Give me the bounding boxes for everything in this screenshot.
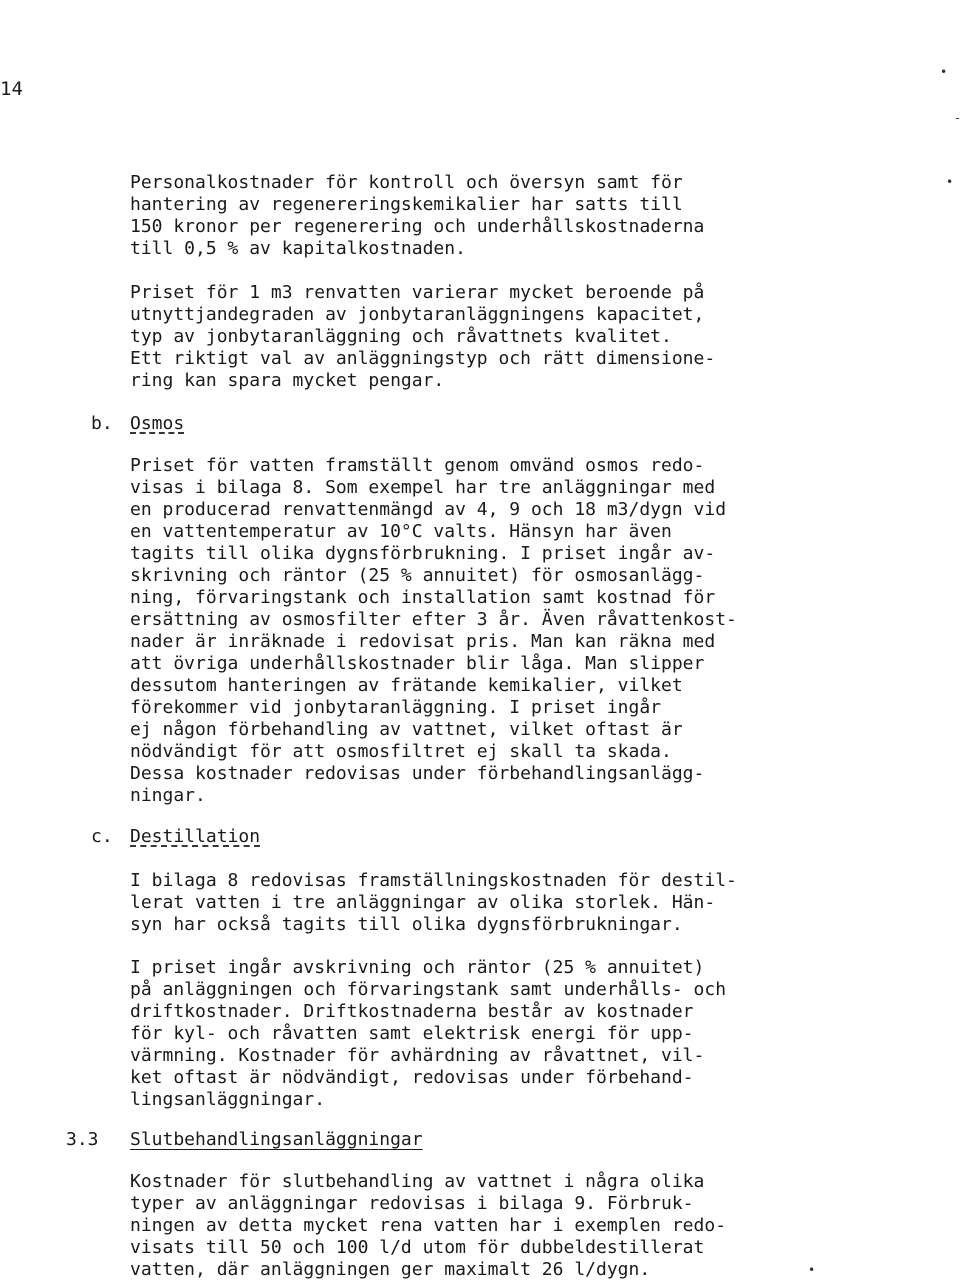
section-title-slutbehandling: Slutbehandlingsanläggningar — [130, 1129, 423, 1150]
stray-dot-top: • — [940, 65, 948, 79]
section-number-3-3: 3.3 — [66, 1129, 99, 1150]
paragraph-destillation-costs: I priset ingår avskrivning och räntor (25 % annuitet) på anläggningen och förvaringstank samt underhålls- och driftkostnader. Driftkostnaderna består av kostnader för kyl- och råvatten samt elektrisk energi för upp- värmning. Kostnader för avhärdning av råvattnet, vil- ket oftast är nödvändigt, redovisas under förbehand- lingsanläggningar. — [130, 957, 727, 1110]
section-label-b: b. — [91, 413, 113, 434]
stray-dot-bottom: • — [808, 1263, 816, 1277]
stray-mark-side: - — [954, 111, 961, 125]
section-label-c: c. — [91, 826, 113, 847]
page-number: 14 — [0, 78, 23, 100]
paragraph-destillation-intro: I bilaga 8 redovisas framställningskostnaden för destil- lerat vatten i tre anläggningar av olika storlek. Hän- syn har också tagits till olika dygnsförbrukningar. — [130, 870, 737, 935]
stray-dot-side: • — [946, 175, 954, 189]
section-title-destillation: Destillation — [130, 826, 261, 847]
paragraph-slutbehandling: Kostnader för slutbehandling av vattnet i några olika typer av anläggningar redovisas i bilaga 9. Förbruk- ningen av detta mycket rena vatten har i exemplen redo- visats till 50 och 100 l/d utom för dubbeldestillerat vatten, där anläggningen ger maximalt 26 l/dygn. — [130, 1171, 727, 1280]
paragraph-osmos: Priset för vatten framställt genom omvänd osmos redo- visas i bilaga 8. Som exempel har tre anläggningar med en producerad renvattenmängd av 4, 9 och 18 m3/dygn vid en vattentemperatur av 10°C valts. Hänsyn har även tagits till olika dygnsförbrukning. I priset ingår av- skrivning och räntor (25 % annuitet) för osmosanlägg- ning, förvaringstank och installation samt kostnad för ersättning av osmosfilter efter 3 år. Även råvattenkost- nader är inräknade i redovisat pris. Man kan räkna med att övriga underhållskostnader blir låga. Man slipper dessutom hanteringen av frätande kemikalier, vilket förekommer vid jonbytaranläggning. I priset ingår ej någon förbehandling av vattnet, vilket oftast är nödvändigt för att osmosfiltret ej skall ta skada. Dessa kostnader redovisas under förbehandlingsanlägg- ningar. — [130, 455, 737, 806]
section-title-osmos: Osmos — [130, 413, 185, 434]
paragraph-personnel-costs: Personalkostnader för kontroll och översyn samt för hantering av regenereringskemikalier har satts till 150 kronor per regenerering och underhållskostnaderna till 0,5 % av kapitalkostnaden. — [130, 172, 705, 259]
paragraph-price-clean-water: Priset för 1 m3 renvatten varierar mycket beroende på utnyttjandegraden av jonbytaranläggningens kapacitet, typ av jonbytaranläggning och råvattnets kvalitet. Ett riktigt val av anläggningstyp och rätt dimensione- ring kan spara mycket pengar. — [130, 282, 716, 391]
